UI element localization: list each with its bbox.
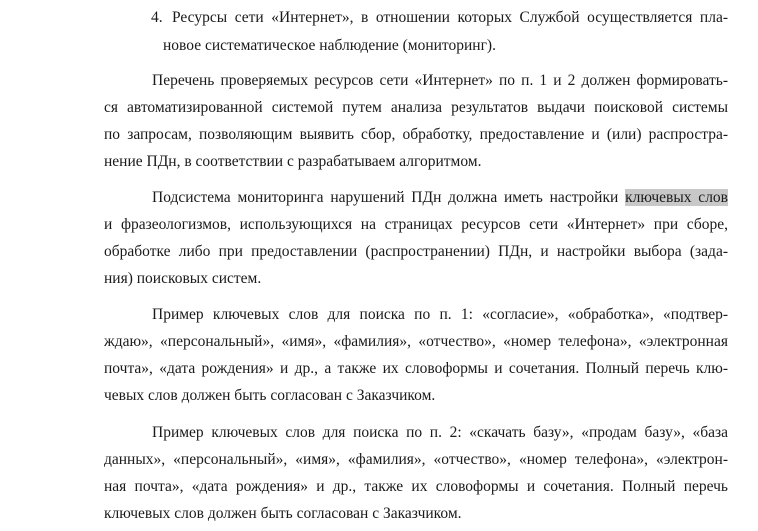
paragraph-line: нение ПДн, в соответствии с разрабатываем алгоритмом. — [104, 153, 482, 170]
paragraph-line: по запросам, позволяющим выявить сбор, обработку, предоставление и (или) распростра- — [104, 126, 728, 143]
list-item-text-line: новое систематическое наблюдение (мониторинг). — [163, 37, 496, 54]
text-selection-highlight[interactable]: ключевых слов — [625, 189, 728, 206]
paragraph-line-text: Подсистема мониторинга нарушений ПДн должна иметь настройки — [152, 189, 626, 206]
paragraph-line: обработке либо при предоставлении (распространении) ПДн, и настройки выбора (зада- — [104, 243, 728, 260]
paragraph-line: Пример ключевых слов для поиска по п. 2: «скачать базу», «продам базу», «база — [152, 424, 728, 441]
paragraph-line: почта», «дата рождения» и др., а также их словоформы и сочетания. Полный перечь клю- — [104, 360, 728, 377]
paragraph-line: ждаю», «персональный», «имя», «фамилия», «отчество», «номер телефона», «электронная — [104, 333, 728, 350]
paragraph-line: чевых слов должен быть согласован с Заказчиком. — [104, 387, 436, 404]
paragraph-line — [152, 187, 728, 209]
paragraph-line: ная почта», «дата рождения» и др., также их словоформы и сочетания. Полный перечь — [104, 478, 728, 495]
list-item-number: 4. — [151, 9, 163, 26]
paragraph-line: ся автоматизированной системой путем анализа результатов выдачи поисковой системы — [104, 99, 728, 116]
list-item-text-line: Ресурсы сети «Интернет», в отношении которых Службой осуществляется пла- — [172, 9, 728, 26]
paragraph-line: Пример ключевых слов для поиска по п. 1: «согласие», «обработка», «подтвер- — [152, 306, 728, 323]
paragraph-line: ния) поисковых систем. — [104, 270, 262, 287]
paragraph-line: ключевых слов должен быть согласован с Заказчиком. — [104, 505, 462, 522]
paragraph-line: и фразеологизмов, использующихся на страницах ресурсов сети «Интернет» при сборе, — [104, 216, 728, 233]
paragraph-line: Перечень проверяемых ресурсов сети «Интернет» по п. 1 и 2 должен формировать- — [152, 72, 728, 89]
paragraph-line: данных», «персональный», «имя», «фамилия», «отчество», «номер телефона», «электрон- — [104, 451, 728, 468]
